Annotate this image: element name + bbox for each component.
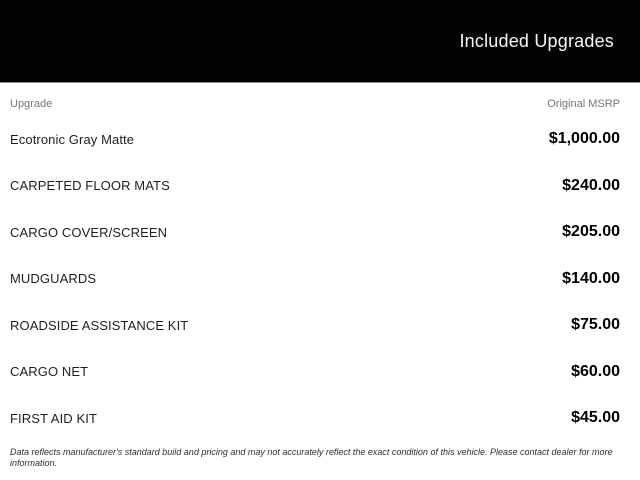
upgrade-name: ROADSIDE ASSISTANCE KIT xyxy=(10,317,189,333)
upgrade-price: $205.00 xyxy=(562,223,620,241)
table-row xyxy=(0,395,640,442)
upgrade-name: MUDGUARDS xyxy=(10,271,97,287)
table-row xyxy=(0,116,640,163)
column-header-msrp: Original MSRP xyxy=(547,98,620,110)
upgrade-name: CARGO COVER/SCREEN xyxy=(10,224,168,240)
table-row xyxy=(0,302,640,349)
upgrade-price: $45.00 xyxy=(571,409,620,427)
title-band xyxy=(0,0,640,83)
upgrades-table xyxy=(0,83,640,442)
page-title: Included Upgrades xyxy=(459,30,614,51)
table-row xyxy=(0,256,640,303)
disclaimer-text: Data reflects manufacturer's standard build and pricing and may not accurately reflect the exact condition of this vehicle. Please contact dealer for more information. xyxy=(10,446,613,468)
upgrade-price: $1,000.00 xyxy=(548,130,620,148)
upgrade-name: FIRST AID KIT xyxy=(10,410,98,426)
table-row xyxy=(0,163,640,210)
column-header-upgrade: Upgrade xyxy=(10,98,53,110)
upgrade-price: $240.00 xyxy=(562,176,620,194)
table-header-row xyxy=(0,83,640,116)
upgrade-name: CARPETED FLOOR MATS xyxy=(10,178,170,194)
table-row xyxy=(0,209,640,256)
upgrade-price: $60.00 xyxy=(571,362,620,380)
table-row xyxy=(0,349,640,396)
upgrade-name: Ecotronic Gray Matte xyxy=(10,131,135,147)
upgrade-price: $140.00 xyxy=(562,269,620,287)
upgrade-price: $75.00 xyxy=(571,316,620,334)
upgrade-name: CARGO NET xyxy=(10,364,89,380)
